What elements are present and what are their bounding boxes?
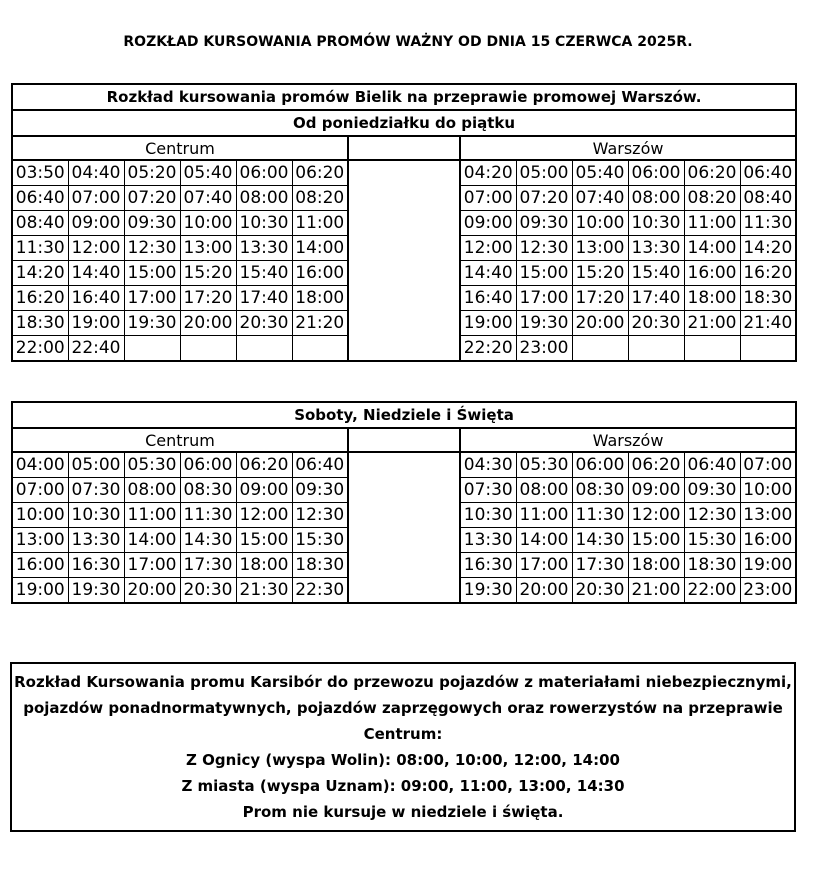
departure-time-cell: 03:50 [12, 160, 68, 186]
departure-time-cell [684, 336, 740, 362]
departure-time-cell: 16:40 [460, 286, 516, 311]
departure-time-cell: 14:40 [68, 261, 124, 286]
separator [348, 311, 460, 336]
departure-time-cell: 10:00 [572, 211, 628, 236]
departure-time-cell: 12:00 [628, 503, 684, 528]
separator [348, 336, 460, 362]
departure-time-cell: 22:20 [460, 336, 516, 362]
departure-time-cell: 06:20 [236, 452, 292, 478]
departure-time-cell [180, 336, 236, 362]
table-row [12, 578, 796, 604]
departure-time-cell: 13:30 [236, 236, 292, 261]
departure-time-cell: 07:40 [180, 186, 236, 211]
departure-time-cell: 17:00 [124, 553, 180, 578]
departure-time-cell: 20:00 [572, 311, 628, 336]
departure-time-cell: 06:40 [12, 186, 68, 211]
departure-time-cell: 07:00 [12, 478, 68, 503]
departure-time-cell: 08:00 [516, 478, 572, 503]
departure-time-cell: 20:30 [236, 311, 292, 336]
departure-time-cell: 23:00 [740, 578, 796, 604]
departure-time-cell: 21:40 [740, 311, 796, 336]
departure-time-cell [236, 336, 292, 362]
separator [348, 160, 460, 186]
separator [348, 452, 460, 478]
departure-time-cell: 10:30 [236, 211, 292, 236]
table-row [12, 528, 796, 553]
departure-time-cell: 08:30 [180, 478, 236, 503]
special-ferry-note [10, 662, 796, 832]
departure-time-cell: 21:30 [236, 578, 292, 604]
table-row [12, 286, 796, 311]
departure-time-cell: 11:30 [12, 236, 68, 261]
departure-time-cell: 09:00 [236, 478, 292, 503]
departure-time-cell: 15:00 [236, 528, 292, 553]
departure-time-cell [628, 336, 684, 362]
departure-time-cell: 05:40 [180, 160, 236, 186]
departure-time-cell: 22:00 [684, 578, 740, 604]
separator [348, 261, 460, 286]
departure-time-cell: 18:00 [628, 553, 684, 578]
departure-time-cell: 06:40 [740, 160, 796, 186]
departure-time-cell: 08:30 [572, 478, 628, 503]
departure-time-cell: 13:00 [572, 236, 628, 261]
departure-time-cell: 11:00 [124, 503, 180, 528]
table-row [12, 160, 796, 186]
note-line: Z miasta (wyspa Uznam): 09:00, 11:00, 13:00, 14:30 [181, 777, 625, 795]
departure-time-cell: 17:20 [572, 286, 628, 311]
departure-time-cell: 19:00 [12, 578, 68, 604]
departure-time-cell: 06:40 [292, 452, 348, 478]
table-row [12, 503, 796, 528]
departure-time-cell: 18:30 [12, 311, 68, 336]
separator [348, 578, 460, 604]
departure-time-cell: 09:30 [292, 478, 348, 503]
departure-time-cell: 18:30 [740, 286, 796, 311]
departure-time-cell: 15:20 [572, 261, 628, 286]
note-line: Prom nie kursuje w niedziele i święta. [242, 803, 564, 821]
departure-time-cell: 15:00 [124, 261, 180, 286]
weekday-right-direction-label: Warszów [460, 136, 796, 160]
departure-time-cell: 04:30 [460, 452, 516, 478]
departure-time-cell: 13:30 [628, 236, 684, 261]
separator [348, 136, 460, 160]
departure-time-cell: 09:00 [68, 211, 124, 236]
departure-time-cell: 06:00 [572, 452, 628, 478]
weekend-right-direction-label: Warszów [460, 428, 796, 452]
departure-time-cell: 05:30 [124, 452, 180, 478]
departure-time-cell: 15:30 [292, 528, 348, 553]
weekday-days-header: Od poniedziałku do piątku [12, 110, 796, 136]
departure-time-cell: 10:30 [628, 211, 684, 236]
departure-time-cell: 07:30 [68, 478, 124, 503]
departure-time-cell: 14:20 [12, 261, 68, 286]
departure-time-cell [740, 336, 796, 362]
departure-time-cell [572, 336, 628, 362]
departure-time-cell: 10:00 [180, 211, 236, 236]
departure-time-cell: 06:00 [628, 160, 684, 186]
departure-time-cell: 16:00 [292, 261, 348, 286]
departure-time-cell: 05:30 [516, 452, 572, 478]
departure-time-cell: 07:00 [68, 186, 124, 211]
departure-time-cell: 19:00 [460, 311, 516, 336]
departure-time-cell: 19:30 [124, 311, 180, 336]
departure-time-cell: 18:00 [684, 286, 740, 311]
departure-time-cell: 10:30 [460, 503, 516, 528]
departure-time-cell: 14:00 [292, 236, 348, 261]
departure-time-cell: 08:20 [684, 186, 740, 211]
departure-time-cell: 13:00 [740, 503, 796, 528]
table-row [12, 236, 796, 261]
departure-time-cell: 13:30 [460, 528, 516, 553]
departure-time-cell: 07:00 [460, 186, 516, 211]
departure-time-cell: 16:00 [684, 261, 740, 286]
departure-time-cell: 10:30 [68, 503, 124, 528]
note-line: Rozkład Kursowania promu Karsibór do przewozu pojazdów z materiałami niebezpiecznymi, [14, 673, 792, 691]
departure-time-cell: 04:00 [12, 452, 68, 478]
departure-time-cell: 18:00 [236, 553, 292, 578]
departure-time-cell: 22:00 [12, 336, 68, 362]
departure-time-cell: 08:40 [12, 211, 68, 236]
departure-time-cell: 20:30 [572, 578, 628, 604]
departure-time-cell: 09:30 [684, 478, 740, 503]
departure-time-cell: 18:30 [684, 553, 740, 578]
departure-time-cell: 17:00 [516, 553, 572, 578]
departure-time-cell: 06:00 [180, 452, 236, 478]
departure-time-cell: 15:40 [236, 261, 292, 286]
departure-time-cell: 06:20 [684, 160, 740, 186]
departure-time-cell: 11:00 [684, 211, 740, 236]
departure-time-cell: 16:40 [68, 286, 124, 311]
departure-time-cell: 16:00 [12, 553, 68, 578]
weekday-schedule-table [11, 83, 797, 362]
note-line: Centrum: [363, 725, 443, 743]
departure-time-cell: 07:40 [572, 186, 628, 211]
table-row [12, 261, 796, 286]
departure-time-cell [124, 336, 180, 362]
departure-time-cell: 20:00 [124, 578, 180, 604]
table-row [12, 553, 796, 578]
departure-time-cell: 12:00 [236, 503, 292, 528]
departure-time-cell: 14:20 [740, 236, 796, 261]
departure-time-cell: 16:30 [68, 553, 124, 578]
departure-time-cell: 22:40 [68, 336, 124, 362]
departure-time-cell: 04:40 [68, 160, 124, 186]
departure-time-cell: 17:20 [180, 286, 236, 311]
departure-time-cell: 05:40 [572, 160, 628, 186]
departure-time-cell: 11:00 [292, 211, 348, 236]
departure-time-cell: 12:30 [516, 236, 572, 261]
departure-time-cell: 11:30 [572, 503, 628, 528]
departure-time-cell: 06:00 [236, 160, 292, 186]
table-row [12, 186, 796, 211]
departure-time-cell: 07:20 [124, 186, 180, 211]
departure-time-cell: 21:00 [628, 578, 684, 604]
departure-time-cell: 15:30 [684, 528, 740, 553]
departure-time-cell: 06:20 [628, 452, 684, 478]
separator [348, 528, 460, 553]
departure-time-cell: 10:00 [740, 478, 796, 503]
table-row [12, 211, 796, 236]
departure-time-cell: 07:00 [740, 452, 796, 478]
departure-time-cell: 11:30 [740, 211, 796, 236]
separator [348, 478, 460, 503]
departure-time-cell: 09:30 [124, 211, 180, 236]
departure-time-cell: 08:00 [236, 186, 292, 211]
departure-time-cell: 12:30 [292, 503, 348, 528]
departure-time-cell: 14:40 [460, 261, 516, 286]
table-row [12, 336, 796, 362]
departure-time-cell: 10:00 [12, 503, 68, 528]
note-line: Z Ognicy (wyspa Wolin): 08:00, 10:00, 12:00, 14:00 [186, 751, 620, 769]
departure-time-cell: 13:00 [12, 528, 68, 553]
departure-time-cell: 17:00 [124, 286, 180, 311]
departure-time-cell: 12:00 [460, 236, 516, 261]
departure-time-cell: 17:00 [516, 286, 572, 311]
table-row [12, 452, 796, 478]
table-row [12, 478, 796, 503]
departure-time-cell: 15:00 [516, 261, 572, 286]
departure-time-cell: 20:00 [516, 578, 572, 604]
departure-time-cell: 15:40 [628, 261, 684, 286]
departure-time-cell: 18:30 [292, 553, 348, 578]
note-line: pojazdów ponadnormatywnych, pojazdów zaprzęgowych oraz rowerzystów na przeprawie [23, 699, 783, 717]
weekend-schedule-table [11, 401, 797, 604]
departure-time-cell: 20:30 [180, 578, 236, 604]
departure-time-cell: 08:00 [628, 186, 684, 211]
departure-time-cell: 09:30 [516, 211, 572, 236]
departure-time-cell: 08:40 [740, 186, 796, 211]
departure-time-cell: 06:20 [292, 160, 348, 186]
departure-time-cell: 05:00 [68, 452, 124, 478]
separator [348, 286, 460, 311]
departure-time-cell: 17:30 [572, 553, 628, 578]
departure-time-cell: 14:00 [124, 528, 180, 553]
departure-time-cell: 15:00 [628, 528, 684, 553]
departure-time-cell [292, 336, 348, 362]
departure-time-cell: 05:20 [124, 160, 180, 186]
weekday-table-header: Rozkład kursowania promów Bielik na przeprawie promowej Warszów. [12, 84, 796, 110]
departure-time-cell: 09:00 [628, 478, 684, 503]
departure-time-cell: 14:00 [684, 236, 740, 261]
departure-time-cell: 18:00 [292, 286, 348, 311]
departure-time-cell: 19:00 [740, 553, 796, 578]
separator [348, 236, 460, 261]
departure-time-cell: 08:00 [124, 478, 180, 503]
departure-time-cell: 12:30 [684, 503, 740, 528]
departure-time-cell: 17:30 [180, 553, 236, 578]
departure-time-cell: 16:20 [12, 286, 68, 311]
departure-time-cell: 16:20 [740, 261, 796, 286]
departure-time-cell: 16:00 [740, 528, 796, 553]
departure-time-cell: 07:20 [516, 186, 572, 211]
departure-time-cell: 14:00 [516, 528, 572, 553]
departure-time-cell: 22:30 [292, 578, 348, 604]
departure-time-cell: 19:30 [460, 578, 516, 604]
weekend-left-direction-label: Centrum [12, 428, 348, 452]
departure-time-cell: 05:00 [516, 160, 572, 186]
departure-time-cell: 21:20 [292, 311, 348, 336]
departure-time-cell: 15:20 [180, 261, 236, 286]
departure-time-cell: 17:40 [628, 286, 684, 311]
separator [348, 553, 460, 578]
departure-time-cell: 19:30 [68, 578, 124, 604]
table-row [12, 311, 796, 336]
departure-time-cell: 07:30 [460, 478, 516, 503]
departure-time-cell: 12:00 [68, 236, 124, 261]
weekend-days-header: Soboty, Niedziele i Święta [12, 402, 796, 428]
departure-time-cell: 11:30 [180, 503, 236, 528]
departure-time-cell: 13:30 [68, 528, 124, 553]
page-title: ROZKŁAD KURSOWANIA PROMÓW WAŻNY OD DNIA 15 CZERWCA 2025R. [123, 34, 693, 50]
departure-time-cell: 11:00 [516, 503, 572, 528]
weekday-left-direction-label: Centrum [12, 136, 348, 160]
departure-time-cell: 23:00 [516, 336, 572, 362]
departure-time-cell: 20:00 [180, 311, 236, 336]
separator [348, 211, 460, 236]
departure-time-cell: 21:00 [684, 311, 740, 336]
departure-time-cell: 06:40 [684, 452, 740, 478]
departure-time-cell: 14:30 [180, 528, 236, 553]
departure-time-cell: 19:00 [68, 311, 124, 336]
departure-time-cell: 14:30 [572, 528, 628, 553]
departure-time-cell: 16:30 [460, 553, 516, 578]
separator [348, 186, 460, 211]
departure-time-cell: 13:00 [180, 236, 236, 261]
departure-time-cell: 04:20 [460, 160, 516, 186]
departure-time-cell: 17:40 [236, 286, 292, 311]
separator [348, 428, 460, 452]
separator [348, 503, 460, 528]
departure-time-cell: 19:30 [516, 311, 572, 336]
departure-time-cell: 09:00 [460, 211, 516, 236]
departure-time-cell: 20:30 [628, 311, 684, 336]
departure-time-cell: 12:30 [124, 236, 180, 261]
departure-time-cell: 08:20 [292, 186, 348, 211]
